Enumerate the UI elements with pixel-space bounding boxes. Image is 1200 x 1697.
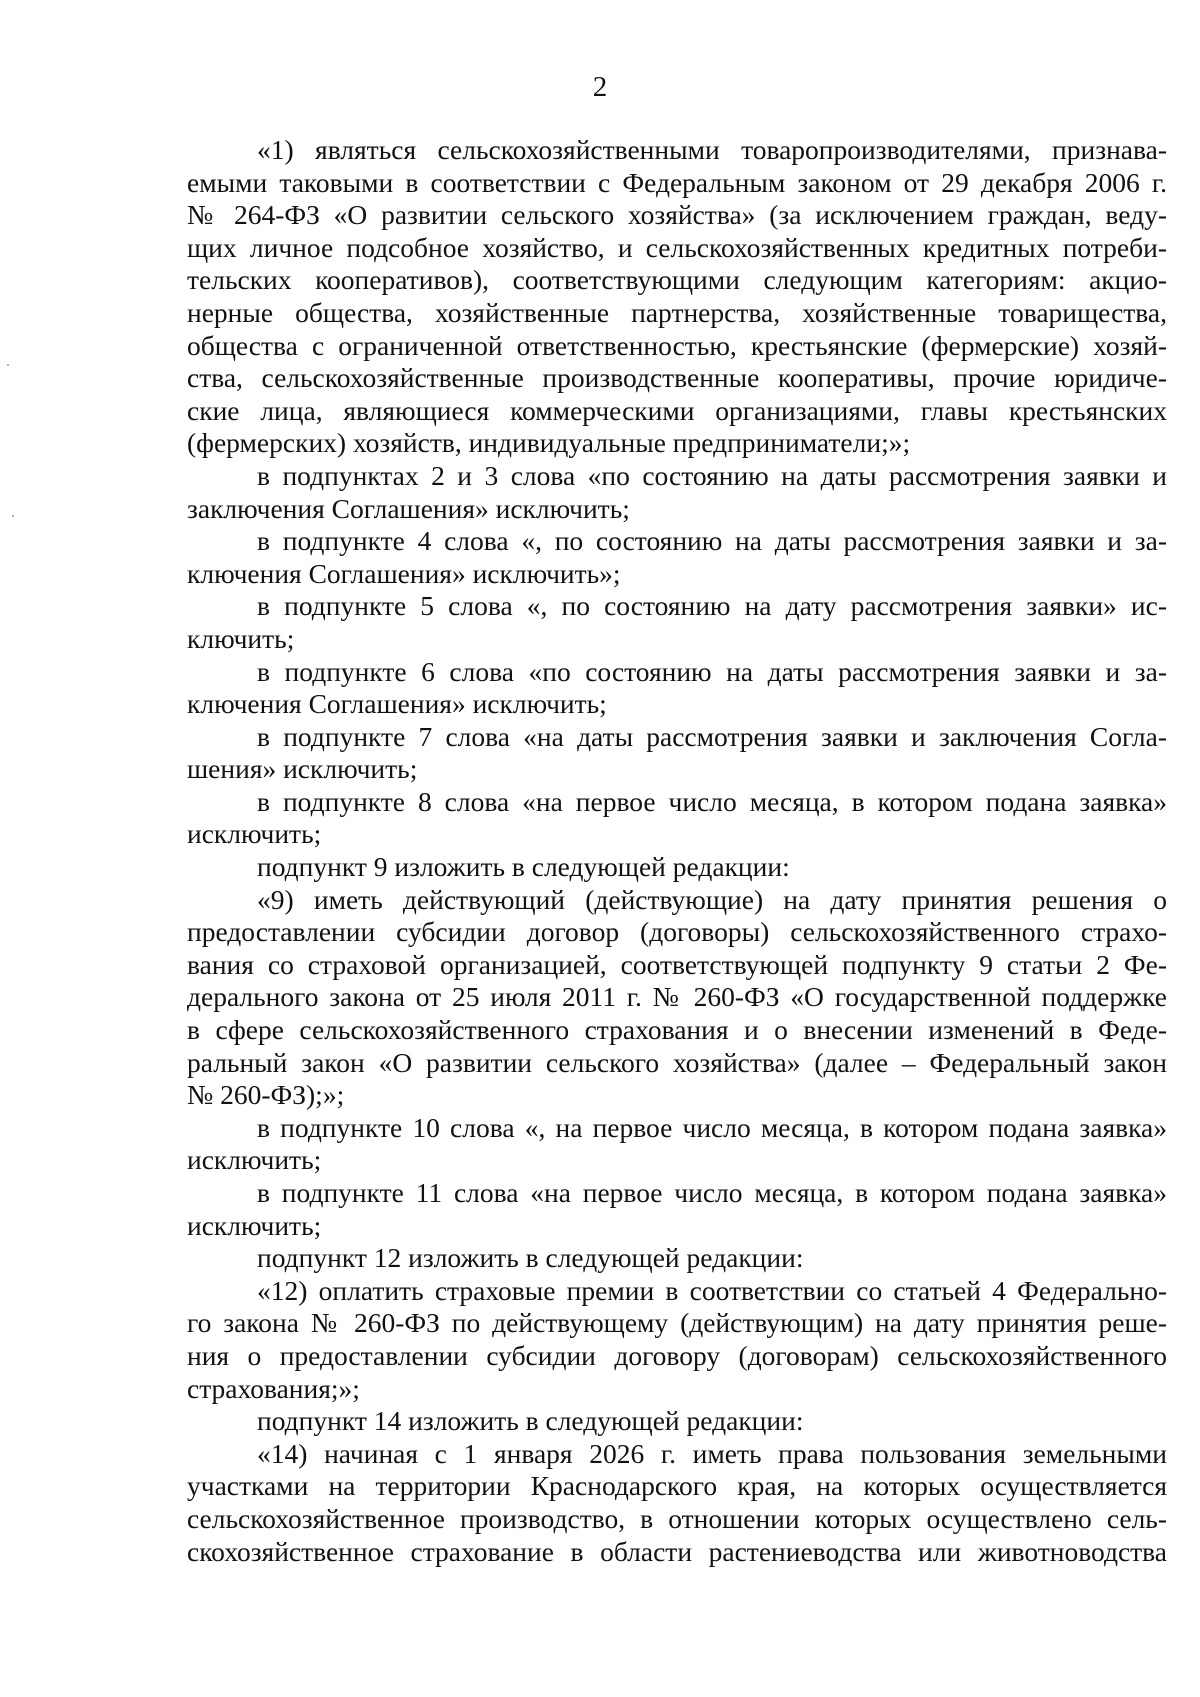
document-body [187,134,1167,1568]
text-line: «1) являться сельскохозяйственными товаропроизводителями, признава- [257,134,1167,165]
text-line: заключения Соглашения» исключить; [187,492,630,524]
text-line: тельских кооперативов), соответствующими следующим категориям: акцио- [187,264,1167,296]
scan-speck [12,515,14,517]
text-line: страхования;»; [187,1372,360,1404]
text-line: общества с ограниченной ответственностью, крестьянские (фермерские) хозяй- [187,329,1167,361]
text-line: предоставлении субсидии договор (договоры) сельскохозяйственного страхо- [187,916,1167,948]
text-line: в сфере сельскохозяйственного страхования и о внесении изменений в Феде- [187,1014,1167,1046]
text-line: емыми таковыми в соответствии с Федеральным законом от 29 декабря 2006 г. [187,166,1167,198]
text-line: исключить; [187,1209,322,1241]
text-line: шения» исключить; [187,753,418,785]
text-line: «9) иметь действующий (действующие) на дату принятия решения о [257,883,1167,915]
text-line: сельскохозяйственное производство, в отношении которых осуществлено сель- [187,1502,1167,1534]
text-line: в подпункте 8 слова «на первое число месяца, в котором подана заявка» [257,785,1167,817]
text-line: вания со страховой организацией, соответствующей подпункту 9 статьи 2 Фе- [187,948,1167,980]
text-line: нерные общества, хозяйственные партнерства, хозяйственные товарищества, [187,296,1167,328]
text-line: участками на территории Краснодарского края, на которых осуществляется [187,1470,1167,1502]
text-line: № 264-ФЗ «О развитии сельского хозяйства» (за исключением граждан, веду- [187,199,1167,231]
text-line: подпункт 14 изложить в следующей редакции: [257,1405,804,1437]
text-line: ства, сельскохозяйственные производственные кооперативы, прочие юридиче- [187,362,1167,394]
text-line: ральный закон «О развитии сельского хозяйства» (далее – Федеральный закон [187,1046,1167,1078]
scan-speck [7,364,9,366]
text-line: исключить; [187,818,322,850]
text-line: в подпункте 11 слова «на первое число месяца, в котором подана заявка» [257,1177,1167,1208]
text-line: в подпункте 6 слова «по состоянию на даты рассмотрения заявки и за- [257,655,1167,687]
text-line: ния о предоставлении субсидии договору (договорам) сельскохозяйственного [187,1339,1167,1371]
text-line: (фермерских) хозяйств, индивидуальные предприниматели;»; [187,427,911,459]
text-line: в подпункте 4 слова «, по состоянию на даты рассмотрения заявки и за- [257,525,1167,557]
text-line: «14) начиная с 1 января 2026 г. иметь права пользования земельными [257,1437,1167,1469]
text-line: скохозяйственное страхование в области растениеводства или животноводства [187,1535,1167,1567]
text-line: в подпункте 10 слова «, на первое число месяца, в котором подана заявка» [257,1111,1167,1143]
page-number: 2 [592,71,608,103]
text-line: ключить; [187,622,295,654]
text-line: щих личное подсобное хозяйство, и сельскохозяйственных кредитных потреби- [187,231,1167,263]
text-line: в подпунктах 2 и 3 слова «по состоянию на даты рассмотрения заявки и [257,459,1167,491]
text-line: ключения Соглашения» исключить; [187,688,607,720]
text-line: подпункт 12 изложить в следующей редакции: [257,1242,804,1274]
text-line: № 260-ФЗ);»; [187,1079,345,1111]
text-line: «12) оплатить страховые премии в соответствии со статьей 4 Федерально- [257,1274,1167,1306]
text-line: ские лица, являющиеся коммерческими организациями, главы крестьянских [187,394,1167,426]
text-line: ключения Соглашения» исключить»; [187,557,621,589]
text-line: подпункт 9 изложить в следующей редакции: [257,851,790,883]
text-line: исключить; [187,1144,322,1176]
text-line: го закона № 260-ФЗ по действующему (действующим) на дату принятия реше- [187,1307,1167,1339]
text-line: дерального закона от 25 июля 2011 г. № 260-ФЗ «О государственной поддержке [187,981,1167,1013]
text-line: в подпункте 7 слова «на даты рассмотрения заявки и заключения Согла- [257,720,1167,752]
text-line: в подпункте 5 слова «, по состоянию на дату рассмотрения заявки» ис- [257,590,1167,622]
